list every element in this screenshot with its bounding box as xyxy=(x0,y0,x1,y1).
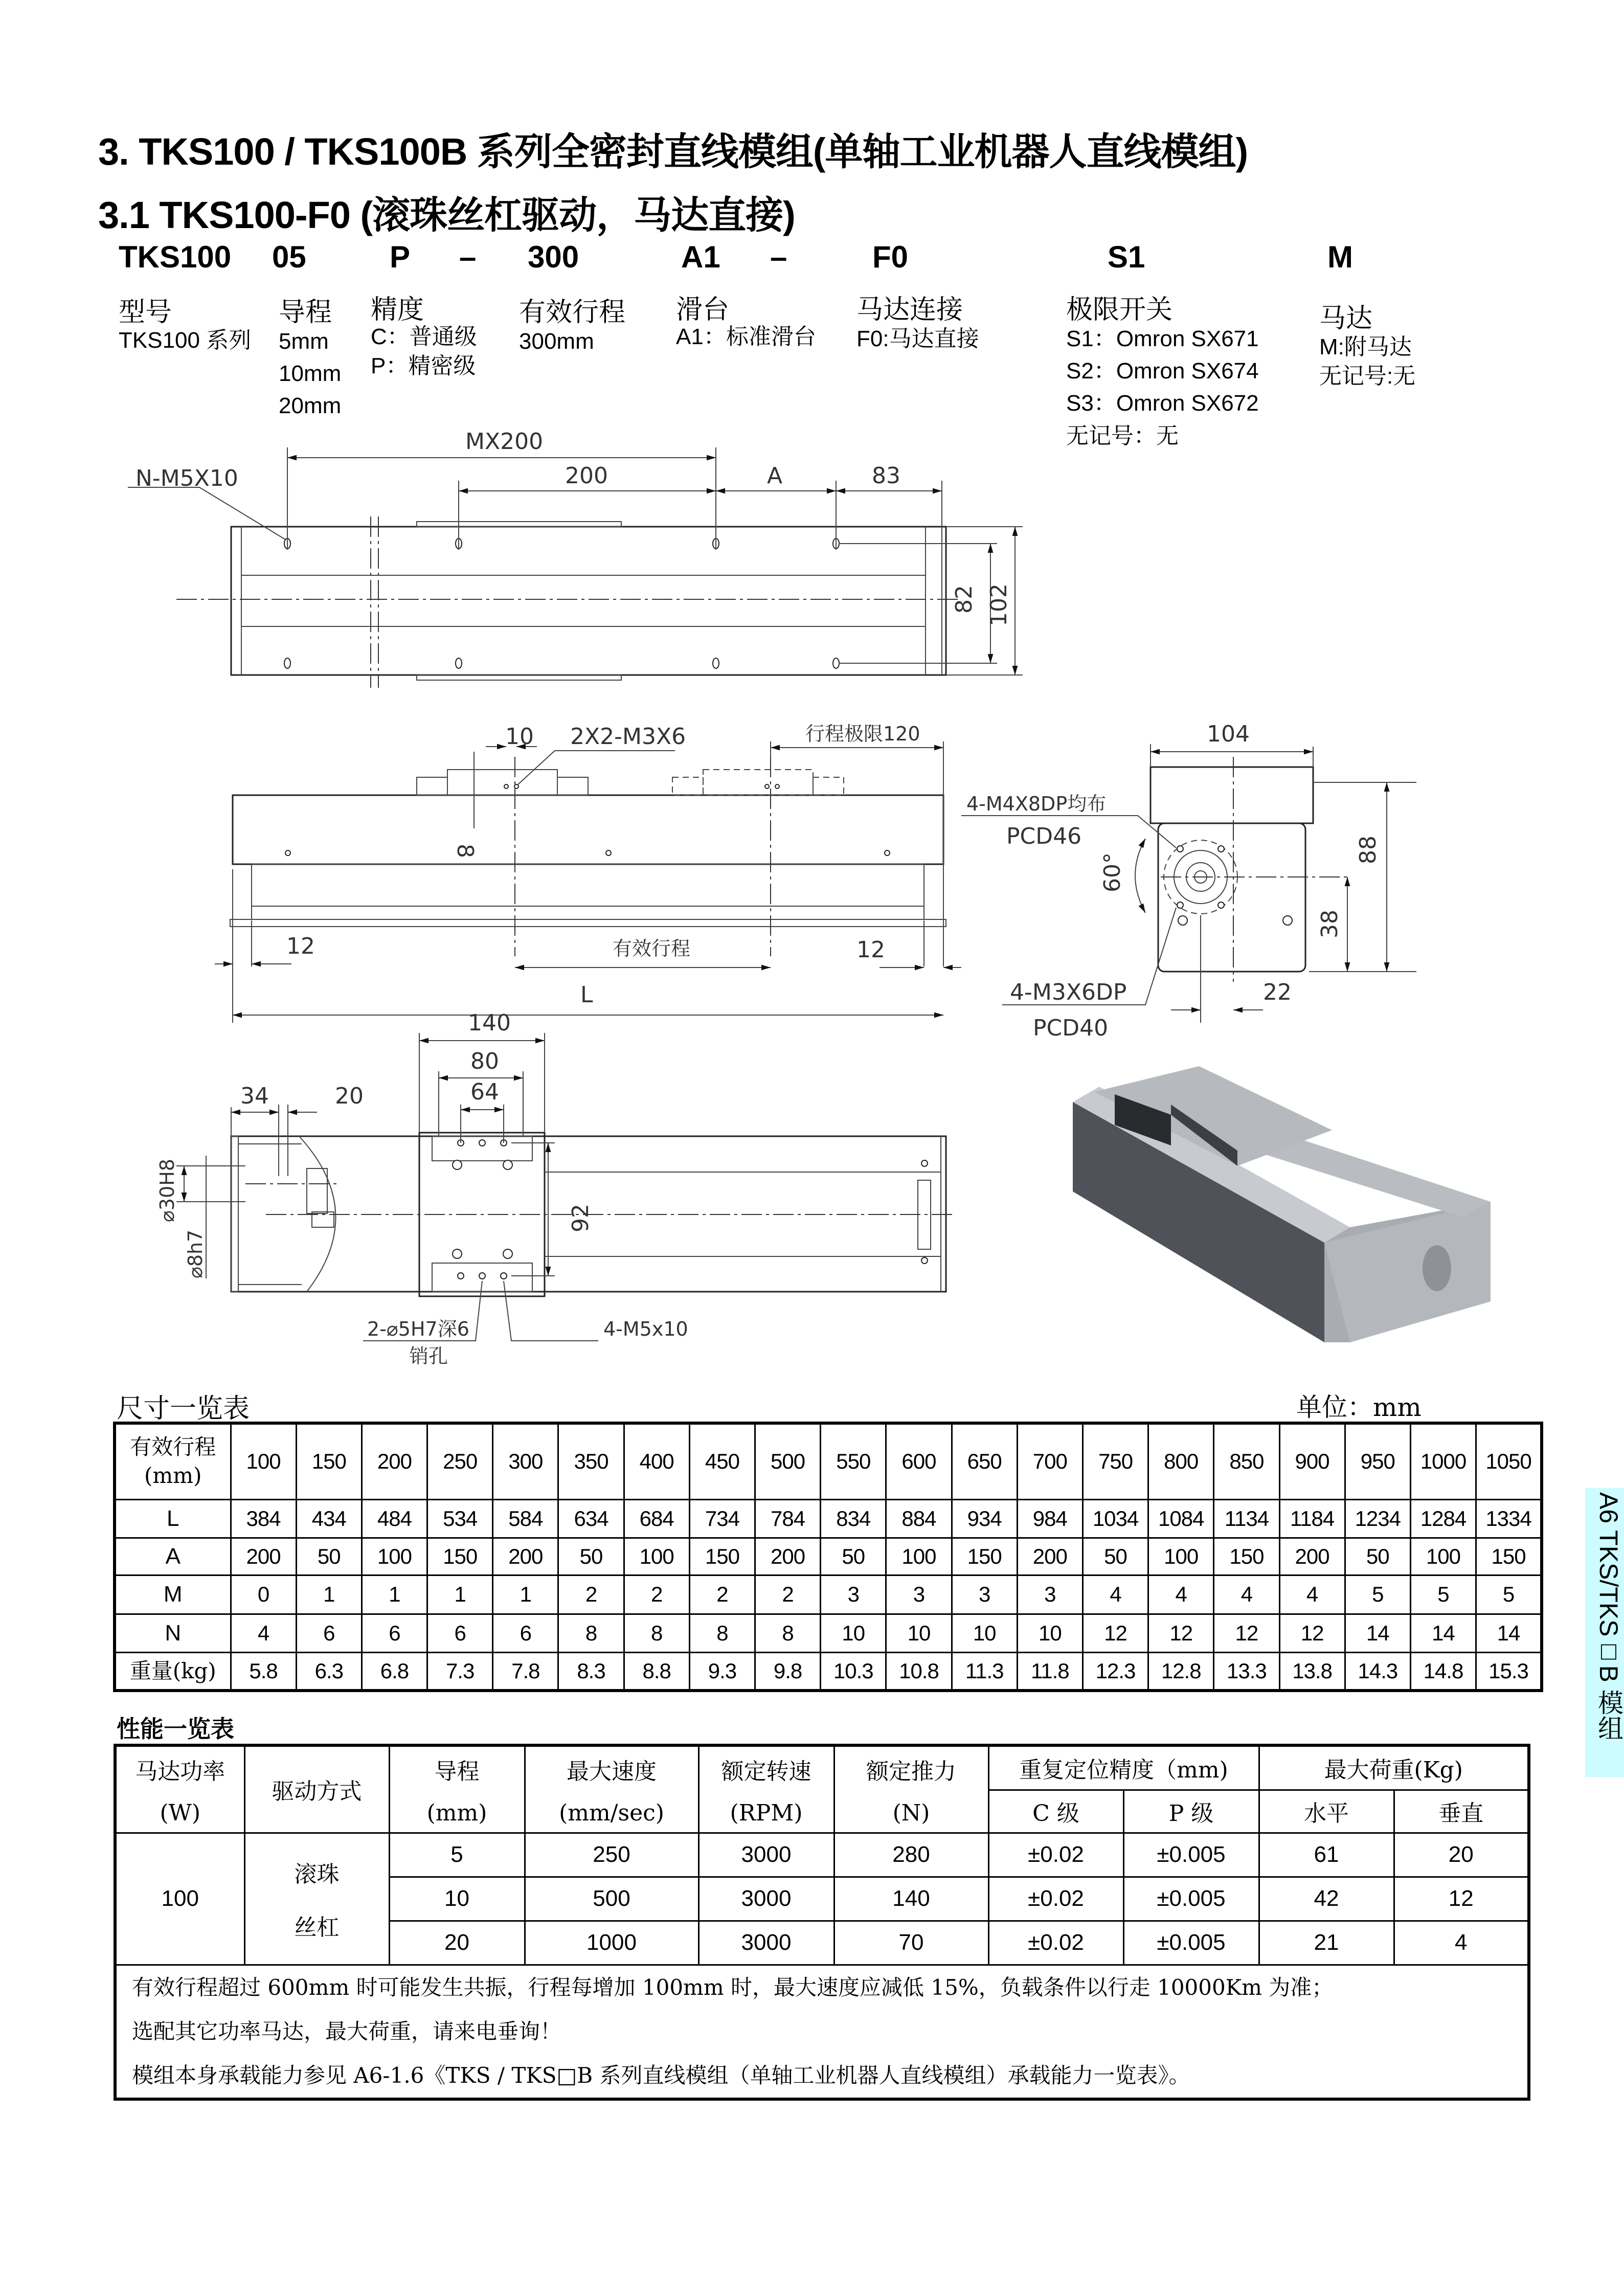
table-row xyxy=(115,1614,1542,1652)
table-cell: 21 xyxy=(1259,1921,1394,1965)
table-cell: 12.8 xyxy=(1148,1652,1214,1691)
dim-label: 有效行程 xyxy=(613,937,691,960)
table-cell: 20 xyxy=(1394,1833,1529,1877)
field-label-slide: 滑台 xyxy=(676,295,730,325)
table-cell: 1284 xyxy=(1410,1499,1476,1538)
table-cell: 12 xyxy=(1148,1614,1214,1652)
table-cell: 10 xyxy=(886,1614,952,1652)
field-option: TKS100 系列 xyxy=(119,328,252,353)
row-label: 重量(kg) xyxy=(115,1652,231,1691)
field-option: S3：Omron SX672 xyxy=(1066,391,1259,416)
field-option: M:附马达 xyxy=(1319,334,1412,359)
table-cell: 12.3 xyxy=(1082,1652,1148,1691)
unit-label: 单位：mm xyxy=(1296,1392,1422,1422)
dim-label: 行程极限120 xyxy=(805,723,920,745)
table-cell: 5 xyxy=(1476,1575,1542,1614)
drive-cell: 滚珠 丝杠 xyxy=(244,1833,389,1965)
subsection-heading: 3.1 TKS100-F0 (滚珠丝杠驱动，马达直接) xyxy=(98,194,795,236)
table-cell: 484 xyxy=(362,1499,427,1538)
table-cell: 3 xyxy=(886,1575,952,1614)
table-cell: 10.3 xyxy=(821,1652,886,1691)
dim-label: 102 xyxy=(986,583,1012,626)
table-cell: 8.8 xyxy=(624,1652,689,1691)
field-label-motor-connect: 马达连接 xyxy=(856,295,963,325)
dim-label: 34 xyxy=(240,1083,269,1109)
dim-label: 140 xyxy=(468,1010,511,1036)
dim-label: 22 xyxy=(1263,979,1292,1005)
dim-label: 88 xyxy=(1355,836,1381,864)
table-cell: 100 xyxy=(231,1423,296,1499)
dim-label: 200 xyxy=(565,463,608,489)
table-cell: 10.8 xyxy=(886,1652,952,1691)
row-label: 有效行程 (mm) xyxy=(115,1423,231,1499)
row-label: N xyxy=(115,1614,231,1652)
table-cell: 6.8 xyxy=(362,1652,427,1691)
table-cell: ±0.005 xyxy=(1123,1833,1259,1877)
table-cell: 534 xyxy=(427,1499,493,1538)
dim-label: 10 xyxy=(505,724,534,750)
header-rated-rpm: 额定转速 (RPM) xyxy=(698,1745,834,1833)
dim-label: 80 xyxy=(470,1048,499,1074)
table-cell: 150 xyxy=(1476,1538,1542,1575)
code-model: TKS100 xyxy=(119,240,232,274)
row-label: A xyxy=(115,1538,231,1575)
table-cell: 100 xyxy=(1148,1538,1214,1575)
table-row xyxy=(115,1499,1542,1538)
table-cell: 634 xyxy=(558,1499,624,1538)
table-cell: 150 xyxy=(427,1538,493,1575)
dim-label: 83 xyxy=(872,463,900,489)
field-label-model: 型号 xyxy=(119,297,172,328)
table-cell: ±0.02 xyxy=(988,1921,1123,1965)
header-horizontal: 水平 xyxy=(1259,1790,1394,1833)
table-cell: 500 xyxy=(525,1877,698,1921)
field-option: 5mm xyxy=(279,329,329,354)
table-cell: 750 xyxy=(1082,1423,1148,1499)
code-slide: A1 xyxy=(681,240,720,274)
table-cell: 6 xyxy=(427,1614,493,1652)
code-lead: 05 xyxy=(272,240,306,274)
table-cell: 384 xyxy=(231,1499,296,1538)
table-cell: 700 xyxy=(1017,1423,1082,1499)
header-c-grade: C 级 xyxy=(988,1790,1123,1833)
table-cell: 434 xyxy=(296,1499,362,1538)
table-cell: 50 xyxy=(296,1538,362,1575)
table-cell: 3 xyxy=(1017,1575,1082,1614)
dim-label: 4-M5x10 xyxy=(603,1318,688,1340)
code-limit-switch: S1 xyxy=(1108,240,1145,274)
table-cell: 1084 xyxy=(1148,1499,1214,1538)
table-cell: 100 xyxy=(624,1538,689,1575)
table-cell: 500 xyxy=(755,1423,821,1499)
header-vertical: 垂直 xyxy=(1394,1790,1529,1833)
table-cell: 200 xyxy=(755,1538,821,1575)
table-cell: 4 xyxy=(1082,1575,1148,1614)
field-label-limit-switch: 极限开关 xyxy=(1066,295,1173,325)
dim-label: N-M5X10 xyxy=(136,465,238,491)
table-cell: 784 xyxy=(755,1499,821,1538)
header-rated-thrust: 额定推力 (N) xyxy=(834,1745,988,1833)
table-cell: 280 xyxy=(834,1833,988,1877)
field-option: S1：Omron SX671 xyxy=(1066,326,1259,351)
table-cell: 5.8 xyxy=(231,1652,296,1691)
table-cell: 4 xyxy=(1279,1575,1345,1614)
table-cell: ±0.02 xyxy=(988,1877,1123,1921)
table-cell: 1 xyxy=(493,1575,558,1614)
table-cell: 140 xyxy=(834,1877,988,1921)
field-option: 无记号：无 xyxy=(1066,423,1179,448)
field-option: 20mm xyxy=(279,393,342,418)
note-line: 选配其它功率马达，最大荷重，请来电垂询！ xyxy=(132,2018,562,2044)
row-label: M xyxy=(115,1575,231,1614)
dim-label: PCD40 xyxy=(1033,1015,1109,1041)
table-cell: 50 xyxy=(558,1538,624,1575)
dim-label: 82 xyxy=(951,585,977,614)
performance-table-title: 性能一览表 xyxy=(117,1715,234,1743)
table-cell: 1034 xyxy=(1082,1499,1148,1538)
table-cell: 7.3 xyxy=(427,1652,493,1691)
table-cell: 1334 xyxy=(1476,1499,1542,1538)
table-cell: 12 xyxy=(1394,1877,1529,1921)
table-cell: 5 xyxy=(1410,1575,1476,1614)
motor-power-cell: 100 xyxy=(115,1833,244,1965)
table-cell: 10 xyxy=(1017,1614,1082,1652)
field-label-stroke: 有效行程 xyxy=(519,297,626,328)
dimension-table-title: 尺寸一览表 xyxy=(117,1393,250,1424)
table-cell: 150 xyxy=(952,1538,1017,1575)
table-cell: 250 xyxy=(525,1833,698,1877)
code-dash: – xyxy=(770,240,787,274)
table-cell: 300 xyxy=(493,1423,558,1499)
table-cell: 11.3 xyxy=(952,1652,1017,1691)
table-cell: 1134 xyxy=(1214,1499,1279,1538)
table-row xyxy=(115,1423,1542,1499)
header-max-speed: 最大速度 (mm/sec) xyxy=(525,1745,698,1833)
header-lead: 导程 (mm) xyxy=(389,1745,525,1833)
table-row xyxy=(115,1538,1542,1575)
field-option: 10mm xyxy=(279,361,342,386)
table-cell: 10 xyxy=(952,1614,1017,1652)
table-cell: 6 xyxy=(362,1614,427,1652)
table-cell: 14 xyxy=(1410,1614,1476,1652)
table-cell: 550 xyxy=(821,1423,886,1499)
code-stroke: 300 xyxy=(528,240,579,274)
table-cell: 4 xyxy=(1214,1575,1279,1614)
table-cell: 6 xyxy=(493,1614,558,1652)
table-cell: 1 xyxy=(296,1575,362,1614)
table-cell: 584 xyxy=(493,1499,558,1538)
table-cell: 4 xyxy=(231,1614,296,1652)
dim-label: ⌀8h7 xyxy=(184,1229,207,1278)
header-max-load: 最大荷重(Kg) xyxy=(1259,1745,1529,1790)
code-motor-connect: F0 xyxy=(872,240,909,274)
field-option: A1：标准滑台 xyxy=(676,324,816,349)
table-cell: 650 xyxy=(952,1423,1017,1499)
table-cell: 3000 xyxy=(698,1921,834,1965)
table-cell: 4 xyxy=(1148,1575,1214,1614)
chapter-side-tab: A6 TKS/TKS□B 模组 xyxy=(1585,1488,1624,1777)
table-cell: 100 xyxy=(362,1538,427,1575)
table-cell: 3 xyxy=(952,1575,1017,1614)
table-cell: 10 xyxy=(389,1877,525,1921)
table-cell: 50 xyxy=(821,1538,886,1575)
table-cell: 14 xyxy=(1345,1614,1410,1652)
table-cell: ±0.02 xyxy=(988,1833,1123,1877)
field-option: F0:马达直接 xyxy=(856,326,979,351)
dim-label: 4-M3X6DP xyxy=(1010,979,1127,1005)
table-cell: 12 xyxy=(1279,1614,1345,1652)
product-3d-render xyxy=(1073,1066,1491,1342)
table-cell: 8 xyxy=(624,1614,689,1652)
table-cell: 3000 xyxy=(698,1877,834,1921)
table-cell: 6.3 xyxy=(296,1652,362,1691)
header-drive: 驱动方式 xyxy=(244,1745,389,1833)
table-cell: ±0.005 xyxy=(1123,1921,1259,1965)
table-cell: 200 xyxy=(231,1538,296,1575)
dimension-table xyxy=(113,1422,1543,1692)
table-cell: 934 xyxy=(952,1499,1017,1538)
note-line: 模组本身承载能力参见 A6-1.6《TKS / TKS□B 系列直线模组（单轴工业机器人直线模组）承载能力一览表》。 xyxy=(132,2062,1190,2088)
table-row xyxy=(115,1575,1542,1614)
table-cell: 200 xyxy=(493,1538,558,1575)
table-cell: 200 xyxy=(1017,1538,1082,1575)
table-cell: 5 xyxy=(1345,1575,1410,1614)
table-cell: 13.3 xyxy=(1214,1652,1279,1691)
notes-cell xyxy=(115,1965,1529,2099)
table-cell: 150 xyxy=(689,1538,755,1575)
dim-label: L xyxy=(580,982,593,1008)
table-cell: 20 xyxy=(389,1921,525,1965)
field-label-precision: 精度 xyxy=(371,295,424,325)
table-cell: 15.3 xyxy=(1476,1652,1542,1691)
table-cell: 100 xyxy=(1410,1538,1476,1575)
row-label: L xyxy=(115,1499,231,1538)
field-option: P：精密级 xyxy=(371,353,476,378)
note-line: 有效行程超过 600mm 时可能发生共振，行程每增加 100mm 时，最大速度应减低 15%，负载条件以行走 10000Km 为准； xyxy=(132,1974,1334,2000)
table-cell: 1050 xyxy=(1476,1423,1542,1499)
table-cell: ±0.005 xyxy=(1123,1877,1259,1921)
table-cell: 70 xyxy=(834,1921,988,1965)
table-cell: 1 xyxy=(427,1575,493,1614)
table-cell: 50 xyxy=(1082,1538,1148,1575)
table-cell: 884 xyxy=(886,1499,952,1538)
table-cell: 1000 xyxy=(525,1921,698,1965)
dim-label: 60° xyxy=(1099,852,1125,892)
dim-label: 92 xyxy=(568,1204,594,1232)
table-cell: 150 xyxy=(1214,1538,1279,1575)
field-label-lead: 导程 xyxy=(279,297,332,328)
table-cell: 400 xyxy=(624,1423,689,1499)
table-cell: 12 xyxy=(1214,1614,1279,1652)
table-cell: 13.8 xyxy=(1279,1652,1345,1691)
code-precision: P xyxy=(390,240,411,274)
table-cell: 61 xyxy=(1259,1833,1394,1877)
field-option: 无记号:无 xyxy=(1319,364,1416,389)
table-cell: 734 xyxy=(689,1499,755,1538)
table-cell: 834 xyxy=(821,1499,886,1538)
dim-label: 4-M4X8DP均布 xyxy=(966,793,1107,815)
dim-label: PCD46 xyxy=(1006,823,1082,849)
table-cell: 850 xyxy=(1214,1423,1279,1499)
table-cell: 684 xyxy=(624,1499,689,1538)
table-cell: 42 xyxy=(1259,1877,1394,1921)
header-repeatability: 重复定位精度（mm) xyxy=(988,1745,1259,1790)
plan-view-drawing xyxy=(156,1010,956,1367)
table-cell: 1184 xyxy=(1279,1499,1345,1538)
dim-label: MX200 xyxy=(465,429,544,455)
table-cell: 6 xyxy=(296,1614,362,1652)
field-label-motor: 马达 xyxy=(1319,303,1373,334)
table-cell: 1234 xyxy=(1345,1499,1410,1538)
table-cell: 200 xyxy=(362,1423,427,1499)
dim-label: 2-⌀5H7深6 xyxy=(367,1318,469,1340)
section-heading: 3. TKS100 / TKS100B 系列全密封直线模组(单轴工业机器人直线模组) xyxy=(98,130,1248,173)
table-cell: 4 xyxy=(1394,1921,1529,1965)
table-cell: 9.8 xyxy=(755,1652,821,1691)
table-cell: 3 xyxy=(821,1575,886,1614)
table-cell: 900 xyxy=(1279,1423,1345,1499)
table-cell: 200 xyxy=(1279,1538,1345,1575)
table-cell: 2 xyxy=(689,1575,755,1614)
table-cell: 150 xyxy=(296,1423,362,1499)
dim-label: 12 xyxy=(856,937,885,963)
top-view-drawing xyxy=(128,429,1023,688)
table-cell: 5 xyxy=(389,1833,525,1877)
table-cell: 14.3 xyxy=(1345,1652,1410,1691)
table-cell: 3000 xyxy=(698,1833,834,1877)
dim-label: 销孔 xyxy=(409,1345,448,1367)
field-option: S2：Omron SX674 xyxy=(1066,358,1259,384)
table-cell: 12 xyxy=(1082,1614,1148,1652)
dim-label: 64 xyxy=(470,1079,499,1105)
dim-label: 12 xyxy=(286,933,315,959)
table-cell: 14.8 xyxy=(1410,1652,1476,1691)
table-cell: 8 xyxy=(689,1614,755,1652)
end-view-drawing xyxy=(961,721,1416,1041)
dim-label: 2X2-M3X6 xyxy=(570,724,686,750)
table-cell: 10 xyxy=(821,1614,886,1652)
table-cell: 250 xyxy=(427,1423,493,1499)
header-p-grade: P 级 xyxy=(1123,1790,1259,1833)
dim-label: 104 xyxy=(1207,721,1250,747)
dim-label: 38 xyxy=(1317,910,1343,938)
table-cell: 50 xyxy=(1345,1538,1410,1575)
table-cell: 8 xyxy=(755,1614,821,1652)
table-cell: 450 xyxy=(689,1423,755,1499)
table-cell: 2 xyxy=(755,1575,821,1614)
dim-label: A xyxy=(767,463,783,489)
table-cell: 800 xyxy=(1148,1423,1214,1499)
table-cell: 7.8 xyxy=(493,1652,558,1691)
table-cell: 984 xyxy=(1017,1499,1082,1538)
code-motor: M xyxy=(1327,240,1353,274)
table-cell: 11.8 xyxy=(1017,1652,1082,1691)
table-cell: 2 xyxy=(558,1575,624,1614)
header-motor-power: 马达功率 (W) xyxy=(115,1745,244,1833)
table-cell: 600 xyxy=(886,1423,952,1499)
table-cell: 350 xyxy=(558,1423,624,1499)
table-cell: 100 xyxy=(886,1538,952,1575)
dim-label: 20 xyxy=(335,1083,364,1109)
performance-table xyxy=(114,1744,1530,2101)
table-row xyxy=(115,1652,1542,1691)
dim-label: ⌀30H8 xyxy=(156,1159,178,1222)
field-option: C：普通级 xyxy=(371,324,477,349)
dim-label: 8 xyxy=(452,844,478,858)
table-cell: 9.3 xyxy=(689,1652,755,1691)
table-cell: 2 xyxy=(624,1575,689,1614)
table-row xyxy=(115,1833,1529,1877)
mounting-hole xyxy=(284,538,839,668)
table-cell: 1 xyxy=(362,1575,427,1614)
side-view-drawing xyxy=(215,723,961,1023)
code-dash: – xyxy=(459,240,477,274)
table-cell: 950 xyxy=(1345,1423,1410,1499)
table-cell: 8 xyxy=(558,1614,624,1652)
field-option: 300mm xyxy=(519,329,594,354)
table-cell: 0 xyxy=(231,1575,296,1614)
table-cell: 1000 xyxy=(1410,1423,1476,1499)
table-cell: 8.3 xyxy=(558,1652,624,1691)
table-cell: 14 xyxy=(1476,1614,1542,1652)
